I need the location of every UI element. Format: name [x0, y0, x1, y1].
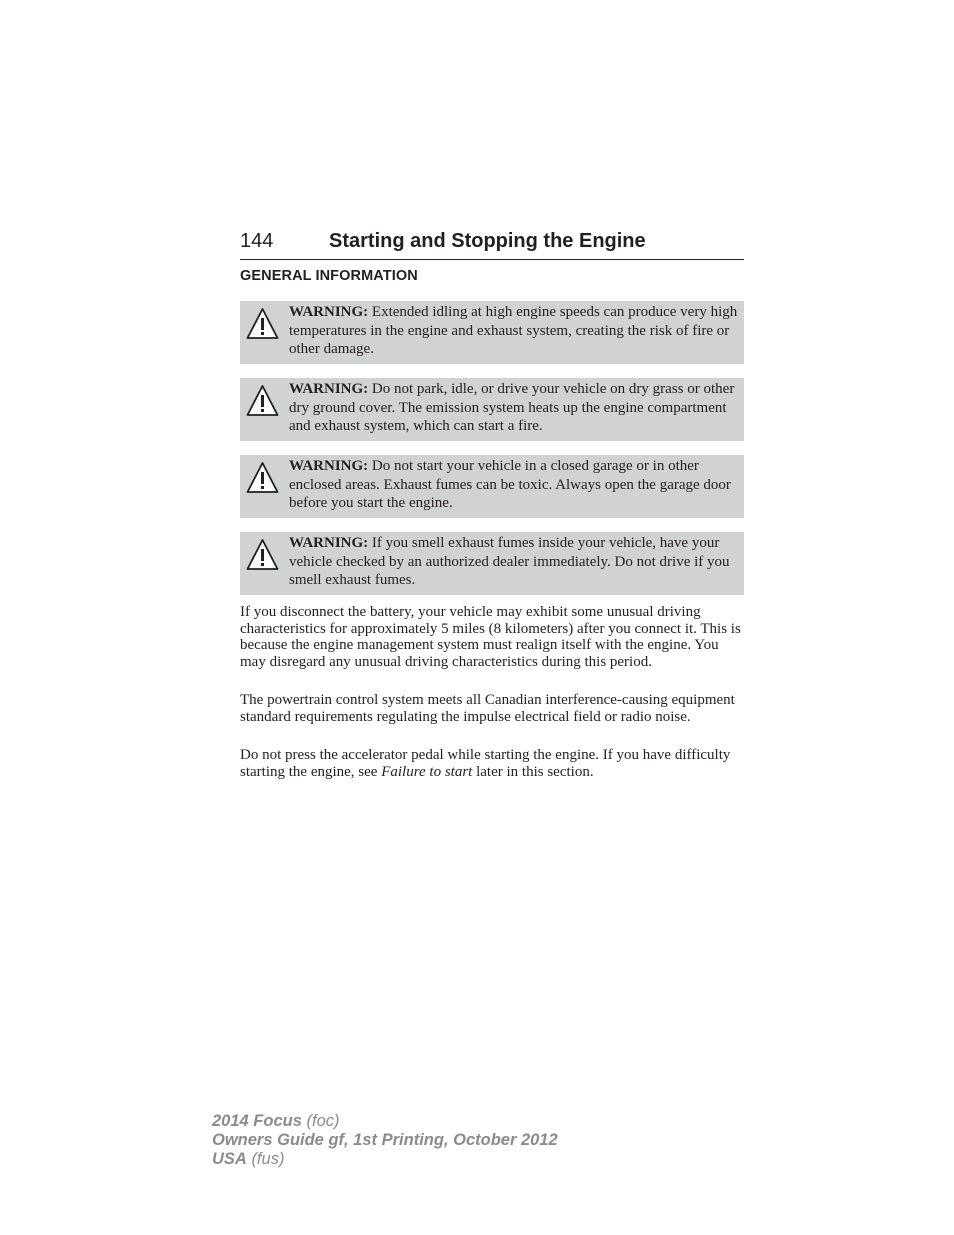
page-number: 144 [240, 230, 274, 252]
footer-line-printing: Owners Guide gf, 1st Printing, October 2012 [212, 1131, 558, 1149]
footer-market-code: (fus) [251, 1150, 285, 1168]
footer-line-model [212, 1112, 558, 1131]
paragraph-battery: If you disconnect the battery, your vehicle may exhibit some unusual driving characteristics for approximately 5 miles (8 kilometers) after you connect it. This is because the engine management system must realign itself with the engine. You may disregard any unusual driving characteristics during this period. [240, 604, 741, 670]
warning-triangle-icon [246, 461, 279, 495]
paragraph-interference: The powertrain control system meets all Canadian interference-causing equipment standard requirements regulating the impulse electrical field or radio noise. [240, 692, 735, 725]
footer-line-market [212, 1150, 558, 1169]
warning-box-exhaust-fumes [240, 532, 744, 595]
warning-label: WARNING: [289, 535, 369, 551]
warning-label: WARNING: [289, 458, 369, 474]
footer [212, 1112, 558, 1169]
page-header [240, 228, 744, 260]
footer-market: USA [212, 1150, 247, 1168]
section-heading: GENERAL INFORMATION [240, 268, 418, 284]
warning-text: If you smell exhaust fumes inside your vehicle, have your vehicle checked by an authorized dealer immediately. Do not drive if you smell exhaust fumes. [289, 535, 730, 588]
warning-box-dry-grass [240, 378, 744, 441]
paragraph-text: later in this section. [472, 763, 594, 780]
warning-box-closed-garage [240, 455, 744, 518]
warning-label: WARNING: [289, 381, 369, 397]
warning-label: WARNING: [289, 304, 369, 320]
chapter-title: Starting and Stopping the Engine [329, 230, 646, 252]
warning-text: Extended idling at high engine speeds can produce very high temperatures in the engine and exhaust system, creating the risk of fire or other damage. [289, 304, 738, 357]
footer-model-code: (foc) [306, 1112, 340, 1130]
paragraph-text: Do not press the accelerator pedal while starting the engine. If you have difficulty starting the engine, see [240, 747, 731, 780]
paragraph-accelerator [240, 747, 746, 780]
warning-triangle-icon [246, 384, 279, 418]
cross-reference-failure-to-start: Failure to start [381, 763, 473, 780]
warning-text: Do not park, idle, or drive your vehicle on dry grass or other dry ground cover. The emission system heats up the engine compartment and exhaust system, which can start a fire. [289, 381, 735, 434]
warning-triangle-icon [246, 538, 279, 572]
warning-box-idling [240, 301, 744, 364]
footer-model: 2014 Focus [212, 1112, 302, 1130]
warning-text: Do not start your vehicle in a closed garage or in other enclosed areas. Exhaust fumes can be toxic. Always open the garage door before you start the engine. [289, 458, 731, 511]
warning-triangle-icon [246, 307, 279, 341]
